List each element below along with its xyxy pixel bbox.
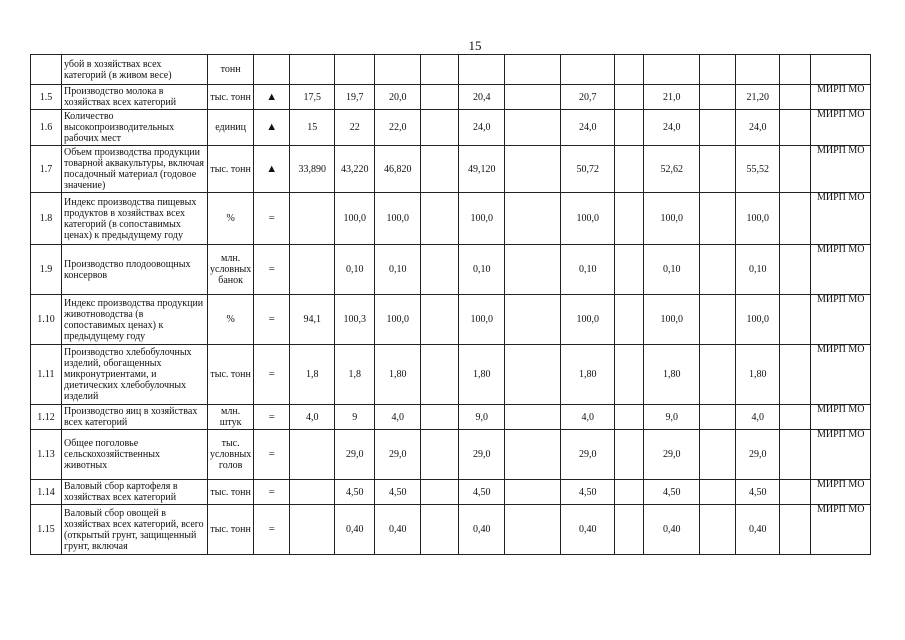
value-cell: 4,50	[375, 480, 421, 505]
value-cell: 52,62	[644, 146, 700, 193]
value-cell: 100,0	[736, 295, 780, 345]
value-cell: 1,8	[335, 345, 375, 405]
row-number-cell: 1.7	[31, 146, 62, 193]
value-cell: 9	[335, 405, 375, 430]
trend-cell: =	[254, 245, 290, 295]
value-cell: 0,10	[375, 245, 421, 295]
value-cell: 21,20	[736, 85, 780, 110]
value-cell	[505, 345, 561, 405]
unit-cell: тыс. тонн	[208, 505, 254, 555]
value-cell: 94,1	[290, 295, 335, 345]
value-cell	[615, 295, 644, 345]
value-cell	[421, 55, 459, 85]
value-cell: 100,0	[644, 193, 700, 245]
value-cell: 29,0	[459, 430, 505, 480]
value-cell	[561, 55, 615, 85]
value-cell: 0,10	[736, 245, 780, 295]
indicators-table	[30, 54, 871, 555]
value-cell: 4,50	[459, 480, 505, 505]
table-row	[31, 146, 871, 193]
value-cell	[290, 55, 335, 85]
responsible-cell: МИРП МО	[811, 110, 871, 146]
row-number-cell: 1.8	[31, 193, 62, 245]
value-cell	[421, 345, 459, 405]
value-cell: 4,50	[644, 480, 700, 505]
value-cell	[780, 193, 811, 245]
indicator-name-cell: Производство плодоовощных консервов	[62, 245, 208, 295]
value-cell	[615, 193, 644, 245]
value-cell	[421, 110, 459, 146]
value-cell	[505, 405, 561, 430]
unit-cell: тонн	[208, 55, 254, 85]
value-cell: 1,8	[290, 345, 335, 405]
table-row	[31, 405, 871, 430]
value-cell: 100,0	[375, 193, 421, 245]
row-number-cell: 1.11	[31, 345, 62, 405]
responsible-cell: МИРП МО	[811, 505, 871, 555]
value-cell	[421, 295, 459, 345]
value-cell: 19,7	[335, 85, 375, 110]
unit-cell: тыс. тонн	[208, 480, 254, 505]
table-row	[31, 430, 871, 480]
value-cell: 0,40	[644, 505, 700, 555]
value-cell: 0,40	[375, 505, 421, 555]
value-cell: 24,0	[459, 110, 505, 146]
value-cell: 0,10	[335, 245, 375, 295]
trend-cell: ▲	[254, 146, 290, 193]
value-cell: 4,0	[561, 405, 615, 430]
value-cell	[700, 405, 736, 430]
responsible-cell: МИРП МО	[811, 146, 871, 193]
row-number-cell: 1.6	[31, 110, 62, 146]
value-cell: 17,5	[290, 85, 335, 110]
value-cell: 4,0	[290, 405, 335, 430]
indicator-name-cell: убой в хозяйствах всех категорий (в живом весе)	[62, 55, 208, 85]
value-cell	[505, 146, 561, 193]
value-cell: 4,50	[736, 480, 780, 505]
table-row	[31, 245, 871, 295]
value-cell	[780, 245, 811, 295]
value-cell: 55,52	[736, 146, 780, 193]
table-row	[31, 110, 871, 146]
value-cell: 9,0	[459, 405, 505, 430]
value-cell	[290, 193, 335, 245]
value-cell: 0,10	[561, 245, 615, 295]
value-cell: 29,0	[335, 430, 375, 480]
value-cell	[615, 480, 644, 505]
value-cell: 1,80	[561, 345, 615, 405]
value-cell	[700, 146, 736, 193]
value-cell	[780, 480, 811, 505]
value-cell	[290, 505, 335, 555]
value-cell: 100,0	[561, 295, 615, 345]
table-row	[31, 295, 871, 345]
value-cell	[736, 55, 780, 85]
table-row	[31, 345, 871, 405]
page-number: 15	[468, 38, 482, 53]
value-cell: 4,0	[375, 405, 421, 430]
value-cell	[421, 245, 459, 295]
value-cell	[290, 480, 335, 505]
trend-cell: =	[254, 345, 290, 405]
value-cell: 100,0	[459, 193, 505, 245]
trend-cell: ▲	[254, 110, 290, 146]
table-row	[31, 505, 871, 555]
unit-cell: тыс. условных голов	[208, 430, 254, 480]
value-cell	[421, 505, 459, 555]
row-number-cell: 1.15	[31, 505, 62, 555]
indicator-name-cell: Производство яиц в хозяйствах всех категорий	[62, 405, 208, 430]
responsible-cell: МИРП МО	[811, 245, 871, 295]
value-cell	[421, 405, 459, 430]
value-cell: 1,80	[736, 345, 780, 405]
value-cell	[615, 345, 644, 405]
responsible-cell: МИРП МО	[811, 295, 871, 345]
value-cell: 100,3	[335, 295, 375, 345]
value-cell	[290, 430, 335, 480]
trend-cell	[254, 55, 290, 85]
value-cell: 29,0	[561, 430, 615, 480]
indicator-name-cell: Количество высокопроизводительных рабочих мест	[62, 110, 208, 146]
value-cell: 24,0	[736, 110, 780, 146]
row-number-cell: 1.14	[31, 480, 62, 505]
responsible-cell: МИРП МО	[811, 85, 871, 110]
value-cell: 49,120	[459, 146, 505, 193]
value-cell: 24,0	[561, 110, 615, 146]
value-cell: 1,80	[375, 345, 421, 405]
value-cell	[459, 55, 505, 85]
indicator-name-cell: Валовый сбор картофеля в хозяйствах всех категорий	[62, 480, 208, 505]
indicator-name-cell: Общее поголовье сельскохозяйственных животных	[62, 430, 208, 480]
value-cell: 100,0	[561, 193, 615, 245]
value-cell	[505, 85, 561, 110]
indicator-name-cell: Производство молока в хозяйствах всех категорий	[62, 85, 208, 110]
value-cell	[615, 405, 644, 430]
value-cell	[290, 245, 335, 295]
responsible-cell: МИРП МО	[811, 405, 871, 430]
trend-cell: =	[254, 480, 290, 505]
value-cell: 29,0	[375, 430, 421, 480]
value-cell: 4,0	[736, 405, 780, 430]
trend-cell: ▲	[254, 85, 290, 110]
value-cell: 9,0	[644, 405, 700, 430]
table-row	[31, 193, 871, 245]
responsible-cell: МИРП МО	[811, 193, 871, 245]
responsible-cell: МИРП МО	[811, 480, 871, 505]
value-cell: 0,40	[335, 505, 375, 555]
value-cell: 0,10	[644, 245, 700, 295]
value-cell: 43,220	[335, 146, 375, 193]
value-cell: 4,50	[335, 480, 375, 505]
indicator-name-cell: Объем производства продукции товарной аквакультуры, включая посадочный материал (годовое значение)	[62, 146, 208, 193]
unit-cell: единиц	[208, 110, 254, 146]
table-row	[31, 85, 871, 110]
value-cell	[700, 245, 736, 295]
value-cell: 0,10	[459, 245, 505, 295]
value-cell	[780, 405, 811, 430]
value-cell	[700, 193, 736, 245]
value-cell	[700, 85, 736, 110]
row-number-cell: 1.12	[31, 405, 62, 430]
unit-cell: тыс. тонн	[208, 146, 254, 193]
unit-cell: %	[208, 295, 254, 345]
value-cell	[644, 55, 700, 85]
value-cell: 24,0	[644, 110, 700, 146]
responsible-cell	[811, 55, 871, 85]
row-number-cell: 1.10	[31, 295, 62, 345]
value-cell	[700, 430, 736, 480]
value-cell	[505, 193, 561, 245]
responsible-cell: МИРП МО	[811, 430, 871, 480]
value-cell: 0,40	[736, 505, 780, 555]
indicator-name-cell: Индекс производства пищевых продуктов в хозяйствах всех категорий (в сопоставимых ценах) к предыдущему году	[62, 193, 208, 245]
value-cell	[780, 146, 811, 193]
unit-cell: млн. штук	[208, 405, 254, 430]
trend-cell: =	[254, 405, 290, 430]
value-cell: 1,80	[459, 345, 505, 405]
trend-cell: =	[254, 193, 290, 245]
value-cell: 20,4	[459, 85, 505, 110]
value-cell: 46,820	[375, 146, 421, 193]
value-cell	[700, 110, 736, 146]
value-cell: 29,0	[644, 430, 700, 480]
value-cell: 100,0	[335, 193, 375, 245]
indicator-name-cell: Валовый сбор овощей в хозяйствах всех категорий, всего (открытый грунт, защищенный грунт, включая	[62, 505, 208, 555]
unit-cell: %	[208, 193, 254, 245]
value-cell: 0,40	[459, 505, 505, 555]
value-cell	[335, 55, 375, 85]
value-cell	[700, 480, 736, 505]
value-cell: 20,7	[561, 85, 615, 110]
row-number-cell: 1.9	[31, 245, 62, 295]
value-cell: 50,72	[561, 146, 615, 193]
value-cell	[505, 480, 561, 505]
table-row	[31, 480, 871, 505]
value-cell	[505, 295, 561, 345]
value-cell	[615, 85, 644, 110]
value-cell	[421, 480, 459, 505]
value-cell	[421, 85, 459, 110]
unit-cell: тыс. тонн	[208, 345, 254, 405]
value-cell	[615, 110, 644, 146]
value-cell	[421, 193, 459, 245]
value-cell: 100,0	[644, 295, 700, 345]
row-number-cell: 1.5	[31, 85, 62, 110]
value-cell	[505, 505, 561, 555]
value-cell	[505, 55, 561, 85]
value-cell	[780, 345, 811, 405]
row-number-cell	[31, 55, 62, 85]
trend-cell: =	[254, 295, 290, 345]
value-cell	[505, 430, 561, 480]
value-cell: 100,0	[736, 193, 780, 245]
indicator-name-cell: Производство хлебобулочных изделий, обогащенных микронутриентами, и диетических хлебобулочных изделий	[62, 345, 208, 405]
value-cell: 22,0	[375, 110, 421, 146]
value-cell	[700, 55, 736, 85]
value-cell	[421, 146, 459, 193]
value-cell	[780, 55, 811, 85]
value-cell	[780, 295, 811, 345]
value-cell	[375, 55, 421, 85]
value-cell: 15	[290, 110, 335, 146]
value-cell	[780, 505, 811, 555]
value-cell: 1,80	[644, 345, 700, 405]
value-cell	[615, 430, 644, 480]
value-cell	[615, 55, 644, 85]
value-cell: 0,40	[561, 505, 615, 555]
table-row	[31, 55, 871, 85]
value-cell	[700, 295, 736, 345]
unit-cell: млн. условных банок	[208, 245, 254, 295]
value-cell: 29,0	[736, 430, 780, 480]
value-cell	[505, 245, 561, 295]
indicator-name-cell: Индекс производства продукции животноводства (в сопоставимых ценах) к предыдущему году	[62, 295, 208, 345]
value-cell: 22	[335, 110, 375, 146]
value-cell	[615, 245, 644, 295]
value-cell	[615, 146, 644, 193]
value-cell	[780, 110, 811, 146]
value-cell	[505, 110, 561, 146]
unit-cell: тыс. тонн	[208, 85, 254, 110]
value-cell: 4,50	[561, 480, 615, 505]
value-cell	[700, 345, 736, 405]
responsible-cell: МИРП МО	[811, 345, 871, 405]
value-cell: 100,0	[375, 295, 421, 345]
value-cell: 33,890	[290, 146, 335, 193]
trend-cell: =	[254, 505, 290, 555]
row-number-cell: 1.13	[31, 430, 62, 480]
value-cell: 100,0	[459, 295, 505, 345]
value-cell	[780, 85, 811, 110]
value-cell: 21,0	[644, 85, 700, 110]
value-cell	[780, 430, 811, 480]
value-cell	[700, 505, 736, 555]
trend-cell: =	[254, 430, 290, 480]
value-cell	[615, 505, 644, 555]
value-cell: 20,0	[375, 85, 421, 110]
value-cell	[421, 430, 459, 480]
